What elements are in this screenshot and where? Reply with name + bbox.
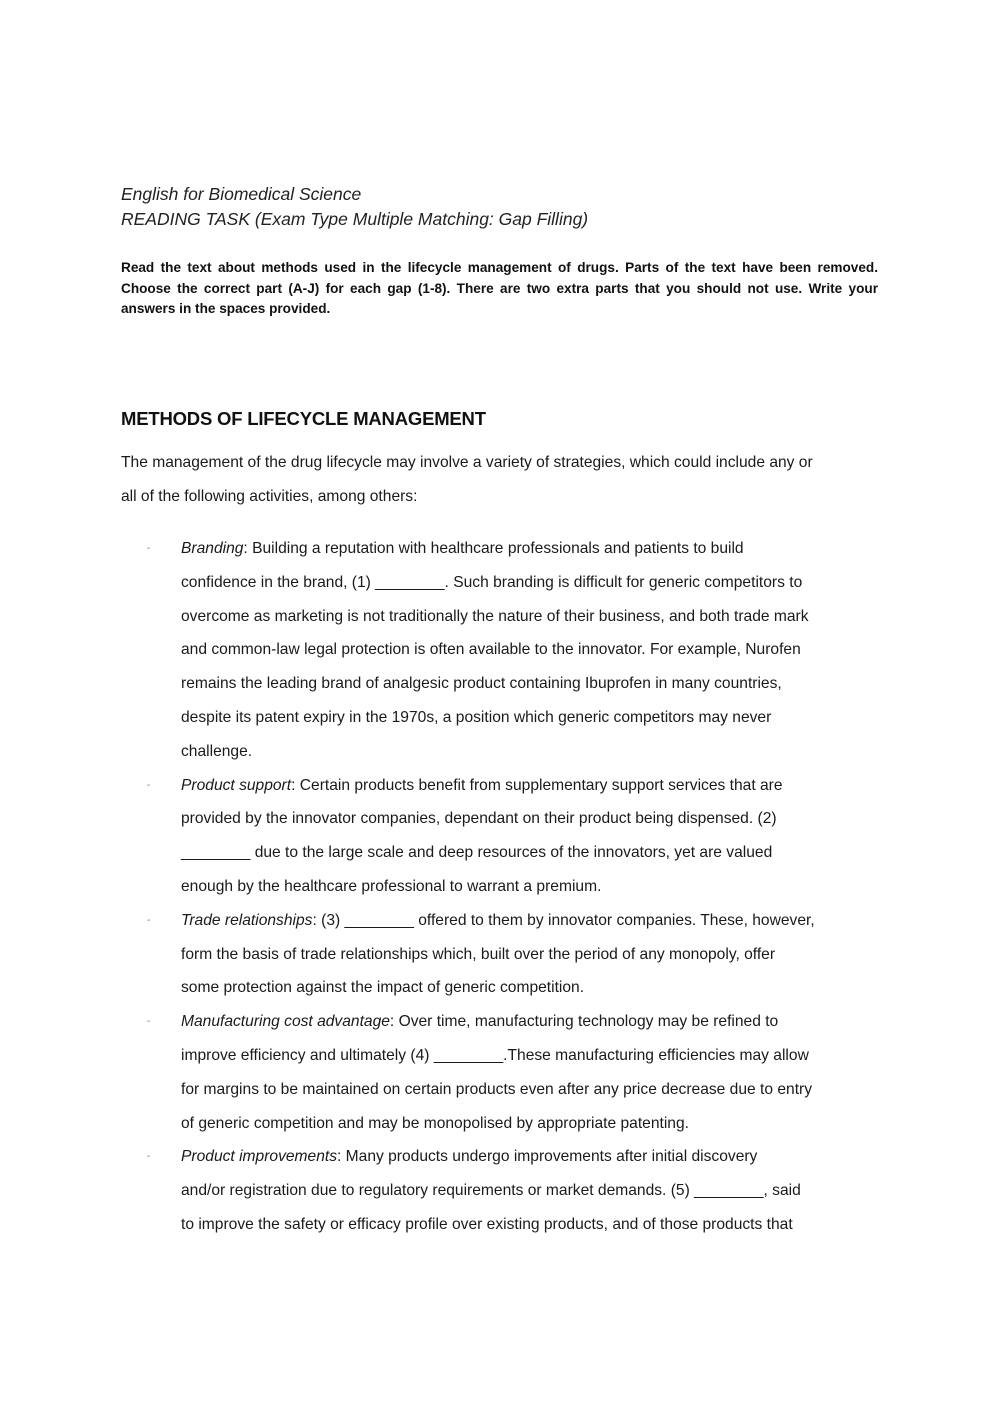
intro-line: all of the following activities, among others: (121, 487, 418, 505)
list-item-product-improvements (121, 1140, 881, 1241)
course-title: English for Biomedical Science (121, 184, 362, 204)
list-item-trade-relationships (121, 904, 881, 1005)
bullet-dash-icon: - (147, 1151, 151, 1163)
text-line: ________ due to the large scale and deep resources of the innovators, yet are valued (181, 844, 773, 862)
list-item-product-support (121, 769, 881, 904)
text-line: form the basis of trade relationships which, built over the period of any monopoly, offer (181, 945, 776, 963)
task-title: READING TASK (Exam Type Multiple Matching: Gap Filling) (121, 209, 589, 229)
text-line: : (3) ________ offered to them by innovator companies. These, however, (312, 911, 815, 929)
methods-list (121, 532, 881, 1242)
list-item-branding (121, 532, 881, 769)
text-line: provided by the innovator companies, dependant on their product being dispensed. (2) (181, 810, 777, 828)
text-line: to improve the safety or efficacy profile over existing products, and of those products that (181, 1215, 793, 1233)
bullet-dash-icon: - (147, 1016, 151, 1028)
term-label: Branding (181, 540, 244, 557)
text-line: overcome as marketing is not traditionally the nature of their business, and both trade mark (181, 607, 809, 625)
text-line: for margins to be maintained on certain products even after any price decrease due to entry (181, 1080, 813, 1098)
text-line: challenge. (181, 742, 253, 760)
term-label: Product support (181, 776, 292, 794)
article-title: METHODS OF LIFECYCLE MANAGEMENT (121, 408, 486, 429)
text-line: enough by the healthcare professional to warrant a premium. (181, 877, 602, 895)
text-line: of generic competition and may be monopolised by appropriate patenting. (181, 1114, 689, 1132)
text-line: : Many products undergo improvements after initial discovery (337, 1148, 758, 1166)
bullet-dash-icon: - (147, 914, 151, 926)
text-line: remains the leading brand of analgesic product containing Ibuprofen in many countries, (181, 675, 782, 693)
intro-line: The management of the drug lifecycle may involve a variety of strategies, which could include any or (121, 454, 813, 471)
text-line: improve efficiency and ultimately (4) ________.These manufacturing efficiencies may allow (181, 1046, 809, 1064)
intro-paragraph (121, 446, 881, 514)
text-line: despite its patent expiry in the 1970s, a position which generic competitors may never (181, 708, 772, 726)
text-line: and/or registration due to regulatory requirements or market demands. (5) ________, said (181, 1182, 801, 1200)
bullet-dash-icon: - (147, 543, 151, 554)
list-item-manufacturing-cost-advantage (121, 1005, 881, 1140)
text-line: : Over time, manufacturing technology may be refined to (389, 1013, 779, 1031)
term-label: Trade relationships (181, 911, 313, 929)
text-line: : Certain products benefit from supplementary support services that are (291, 776, 783, 794)
text-line: some protection against the impact of generic competition. (181, 979, 585, 997)
bullet-dash-icon: - (147, 779, 151, 791)
instructions: Read the text about methods used in the lifecycle management of drugs. Parts of the text have been removed. Choose the correct part (A-J) for each gap (1-8). There are two extra parts that you should not use. Write your answers in the spaces provided. (121, 260, 878, 316)
term-label: Manufacturing cost advantage (181, 1013, 390, 1031)
text-line: : Building a reputation with healthcare professionals and patients to build (243, 540, 744, 557)
text-line: confidence in the brand, (1) ________. Such branding is difficult for generic competitors to (181, 573, 803, 591)
text-line: and common-law legal protection is often available to the innovator. For example, Nurofen (181, 641, 801, 659)
term-label: Product improvements (181, 1148, 337, 1166)
